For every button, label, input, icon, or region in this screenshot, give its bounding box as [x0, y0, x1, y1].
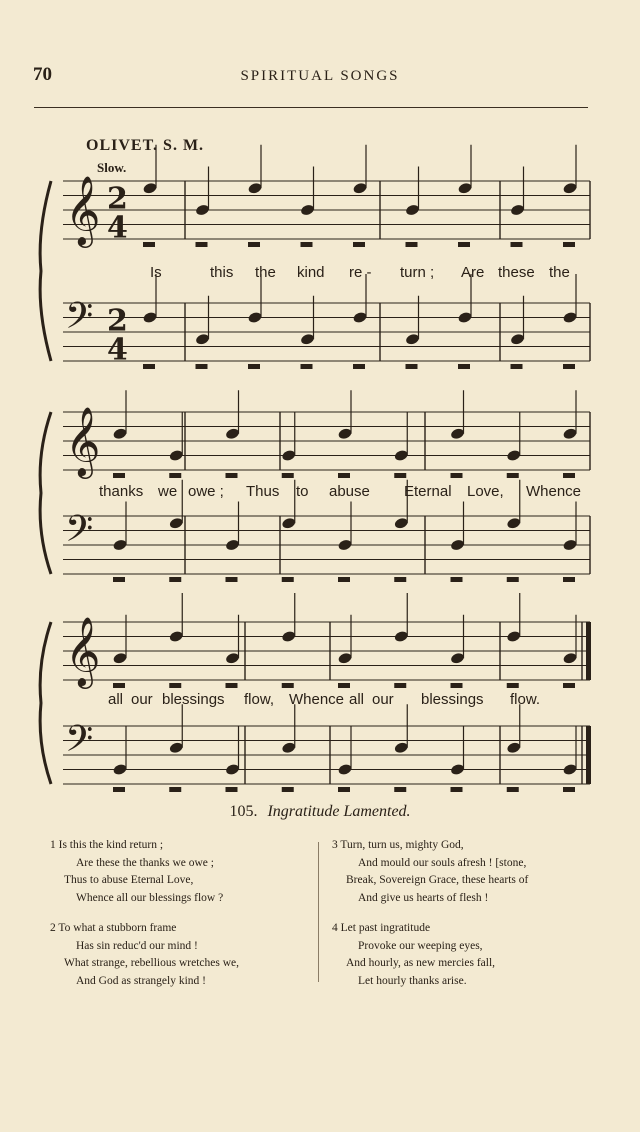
shape-mark: [169, 683, 181, 688]
note-head: [142, 311, 157, 324]
shape-mark: [113, 577, 125, 582]
lyric-syllable: Thus: [246, 483, 280, 500]
note-head: [169, 517, 184, 530]
shape-mark: [338, 473, 350, 478]
note-head: [562, 311, 577, 324]
bass-clef: 𝄢: [65, 507, 94, 559]
shape-mark: [507, 473, 519, 478]
note-head: [394, 741, 409, 754]
lyric-syllable: Is: [150, 264, 162, 281]
shape-mark: [406, 242, 418, 247]
lyric-syllable: to: [296, 483, 309, 500]
note-head: [281, 630, 296, 643]
note-head: [457, 311, 472, 324]
shape-mark: [458, 364, 470, 369]
time-signature: 2: [107, 303, 128, 339]
verse-line: Provoke our weeping eyes,: [358, 939, 483, 952]
shape-mark: [394, 683, 406, 688]
brace: [40, 181, 51, 361]
time-signature: 2: [107, 181, 128, 217]
lyric-syllable: Eternal: [404, 483, 452, 500]
lyric-syllable: all: [349, 691, 365, 708]
shape-mark: [169, 577, 181, 582]
note-head: [142, 182, 157, 195]
shape-mark: [458, 242, 470, 247]
lyric-syllable: turn ;: [400, 264, 435, 281]
verse-line: 1 Is this the kind return ;: [50, 839, 164, 851]
note-head: [247, 311, 262, 324]
lyric-syllable: owe ;: [188, 483, 224, 500]
verse-1: [50, 837, 223, 907]
brace: [40, 622, 51, 784]
shape-mark: [451, 683, 463, 688]
lyric-syllable: abuse: [329, 483, 370, 500]
lyric-syllable: our: [131, 691, 153, 708]
note-head: [225, 763, 240, 776]
note-head: [169, 630, 184, 643]
time-signature: 4: [107, 332, 128, 368]
verse-line: What strange, rebellious wretches we,: [64, 957, 239, 969]
verse-line: 4 Let past ingratitude: [332, 922, 431, 934]
verse-line: 2 To what a stubborn frame: [50, 922, 177, 934]
note-head: [195, 203, 210, 216]
note-head: [337, 538, 352, 551]
note-head: [300, 333, 315, 346]
verse-line: Break, Sovereign Grace, these hearts of: [346, 874, 529, 886]
shape-mark: [113, 787, 125, 792]
lyric-syllable: our: [372, 691, 394, 708]
shape-mark: [507, 683, 519, 688]
shape-mark: [563, 683, 575, 688]
shape-mark: [143, 364, 155, 369]
treble-clef: 𝄞: [65, 616, 101, 687]
verse-line: Thus to abuse Eternal Love,: [64, 874, 194, 886]
verse-3: [332, 837, 528, 907]
verse-line: 3 Turn, turn us, mighty God,: [332, 839, 464, 851]
verse-line: Whence all our blessings flow ?: [76, 891, 224, 904]
lyric-syllable: all: [108, 691, 124, 708]
lyric-syllable: blessings: [162, 691, 225, 708]
note-head: [281, 449, 296, 462]
lyric-syllable: we: [158, 483, 178, 500]
note-head: [562, 652, 577, 665]
note-head: [112, 427, 127, 440]
note-head: [352, 182, 367, 195]
note-head: [225, 652, 240, 665]
verse-line: And hourly, as new mercies fall,: [346, 957, 496, 969]
note-head: [506, 741, 521, 754]
shape-mark: [394, 577, 406, 582]
lyric-syllable: kind: [297, 264, 325, 281]
bass-clef: 𝄢: [65, 717, 94, 769]
running-head: SPIRITUAL SONGS: [240, 68, 400, 84]
shape-mark: [563, 242, 575, 247]
shape-mark: [169, 787, 181, 792]
shape-mark: [282, 683, 294, 688]
shape-mark: [338, 787, 350, 792]
lyric-syllable: Love,: [467, 483, 504, 500]
shape-mark: [226, 473, 238, 478]
tune-name: OLIVET. S. M.: [86, 137, 205, 154]
treble-clef: 𝄞: [65, 406, 101, 477]
column-divider: [318, 842, 319, 982]
final-barline: [586, 622, 591, 680]
note-head: [562, 538, 577, 551]
shape-mark: [301, 242, 313, 247]
shape-mark: [563, 577, 575, 582]
tempo-marking: Slow.: [97, 160, 127, 175]
note-head: [450, 427, 465, 440]
note-head: [169, 741, 184, 754]
verse-4: [332, 920, 495, 990]
time-signature: 4: [107, 210, 128, 246]
lyric-syllable: this: [210, 264, 234, 281]
note-head: [510, 333, 525, 346]
shape-mark: [169, 473, 181, 478]
shape-mark: [507, 787, 519, 792]
shape-mark: [248, 242, 260, 247]
note-head: [562, 763, 577, 776]
lyric-syllable: thanks: [99, 483, 144, 500]
verse-line: Let hourly thanks arise.: [358, 974, 467, 987]
note-head: [450, 763, 465, 776]
note-head: [506, 630, 521, 643]
lyric-syllable: flow.: [510, 691, 541, 708]
lyric-syllable: Whence: [289, 691, 345, 708]
shape-mark: [226, 683, 238, 688]
note-head: [394, 517, 409, 530]
note-head: [450, 538, 465, 551]
verse-line: And mould our souls afresh ! [stone,: [358, 856, 527, 869]
shape-mark: [394, 473, 406, 478]
note-head: [405, 203, 420, 216]
note-head: [405, 333, 420, 346]
hymn-number: 105.: [229, 803, 258, 820]
note-head: [281, 741, 296, 754]
final-barline: [586, 726, 591, 784]
shape-mark: [353, 242, 365, 247]
note-head: [562, 182, 577, 195]
note-head: [394, 630, 409, 643]
lyric-syllable: the: [255, 264, 276, 281]
note-head: [337, 763, 352, 776]
note-head: [510, 203, 525, 216]
shape-mark: [282, 473, 294, 478]
shape-mark: [282, 577, 294, 582]
shape-mark: [451, 577, 463, 582]
note-head: [352, 311, 367, 324]
verse-line: Are these the thanks we owe ;: [76, 856, 214, 869]
note-head: [225, 538, 240, 551]
note-head: [112, 763, 127, 776]
lyric-syllable: the: [549, 264, 570, 281]
shape-mark: [226, 787, 238, 792]
verse-2: [50, 920, 239, 990]
shape-mark: [248, 364, 260, 369]
shape-mark: [353, 364, 365, 369]
note-head: [247, 182, 262, 195]
verse-line: Has sin reduc'd our mind !: [76, 939, 198, 952]
shape-mark: [563, 473, 575, 478]
note-head: [281, 517, 296, 530]
lyric-syllable: re -: [349, 264, 372, 281]
note-head: [225, 427, 240, 440]
shape-mark: [563, 787, 575, 792]
brace: [40, 412, 51, 574]
bass-clef: 𝄢: [65, 294, 94, 346]
shape-mark: [511, 242, 523, 247]
verse-line: And God as strangely kind !: [76, 974, 206, 987]
hymn-heading: [0, 803, 640, 821]
note-head: [562, 427, 577, 440]
lyric-syllable: these: [498, 264, 535, 281]
shape-mark: [511, 364, 523, 369]
note-head: [506, 449, 521, 462]
shape-mark: [143, 242, 155, 247]
shape-mark: [196, 242, 208, 247]
hymn-title: Ingratitude Lamented.: [267, 803, 411, 820]
shape-mark: [282, 787, 294, 792]
note-head: [450, 652, 465, 665]
lyric-syllable: Are: [461, 264, 485, 281]
note-head: [506, 517, 521, 530]
note-head: [195, 333, 210, 346]
page-number: 70: [33, 64, 52, 85]
note-head: [169, 449, 184, 462]
shape-mark: [406, 364, 418, 369]
shape-mark: [226, 577, 238, 582]
shape-mark: [563, 364, 575, 369]
note-head: [337, 652, 352, 665]
lyric-syllable: flow,: [244, 691, 275, 708]
shape-mark: [113, 473, 125, 478]
treble-clef: 𝄞: [65, 175, 101, 246]
shape-mark: [338, 577, 350, 582]
shape-mark: [196, 364, 208, 369]
note-head: [394, 449, 409, 462]
shape-mark: [394, 787, 406, 792]
note-head: [337, 427, 352, 440]
shape-mark: [451, 473, 463, 478]
lyric-syllable: Whence: [526, 483, 582, 500]
note-head: [300, 203, 315, 216]
note-head: [112, 538, 127, 551]
verse-line: And give us hearts of flesh !: [358, 891, 489, 904]
lyric-syllable: blessings: [421, 691, 484, 708]
shape-mark: [301, 364, 313, 369]
shape-mark: [451, 787, 463, 792]
shape-mark: [338, 683, 350, 688]
shape-mark: [507, 577, 519, 582]
note-head: [112, 652, 127, 665]
note-head: [457, 182, 472, 195]
shape-mark: [113, 683, 125, 688]
